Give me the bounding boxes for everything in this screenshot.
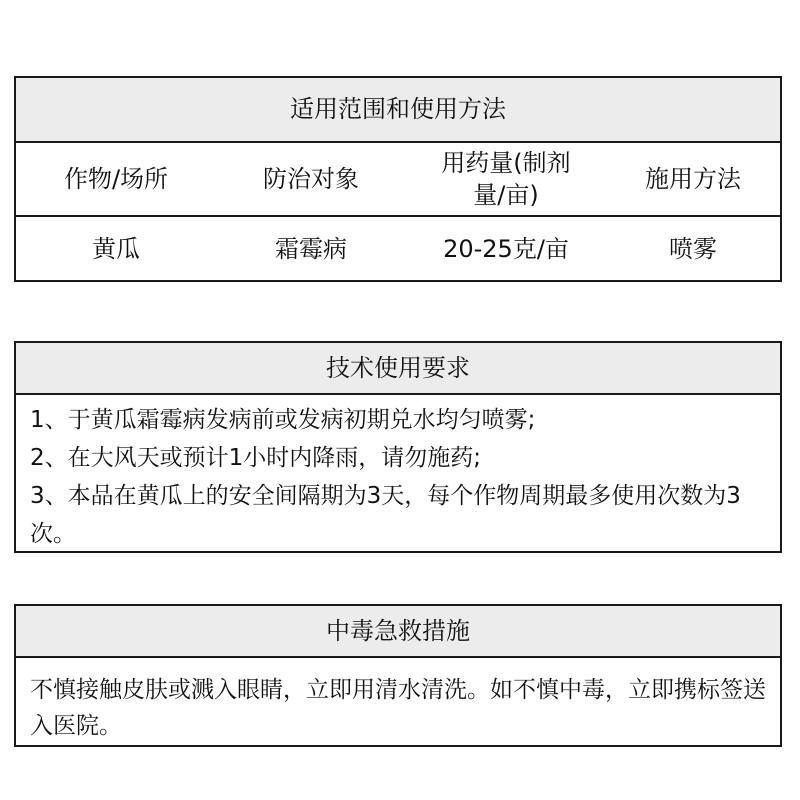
cell-target: 霜霉病: [275, 234, 347, 263]
header-crop: 作物/场所: [63, 165, 169, 193]
list-item: 2、在大风天或预计1小时内降雨，请勿施药;: [30, 445, 482, 471]
usage-header-row: [16, 143, 780, 217]
table-row: [16, 217, 780, 280]
cell-method: 喷雾: [669, 234, 717, 263]
aid-title: 中毒急救措施: [16, 606, 780, 658]
header-target: 防治对象: [263, 165, 359, 193]
usage-table: [14, 76, 782, 282]
aid-text: 不慎接触皮肤或溅入眼睛，立即用清水清洗。如不慎中毒，立即携标签送入医院。: [30, 677, 766, 739]
cell-dosage: 20-25克/亩: [443, 234, 569, 263]
header-method: 施用方法: [645, 165, 741, 193]
tech-title: 技术使用要求: [16, 343, 780, 395]
tech-list: [16, 395, 780, 553]
list-item: 3、本品在黄瓜上的安全间隔期为3天，每个作物周期最多使用次数为3次。: [30, 483, 741, 547]
list-item: 1、于黄瓜霜霉病发病前或发病初期兑水均匀喷雾;: [30, 407, 536, 433]
header-dosage: 用药量(制剂量/亩): [441, 149, 571, 209]
first-aid-box: [14, 604, 782, 747]
tech-requirements-box: [14, 341, 782, 553]
usage-title: 适用范围和使用方法: [16, 78, 780, 143]
cell-crop: 黄瓜: [92, 234, 140, 263]
